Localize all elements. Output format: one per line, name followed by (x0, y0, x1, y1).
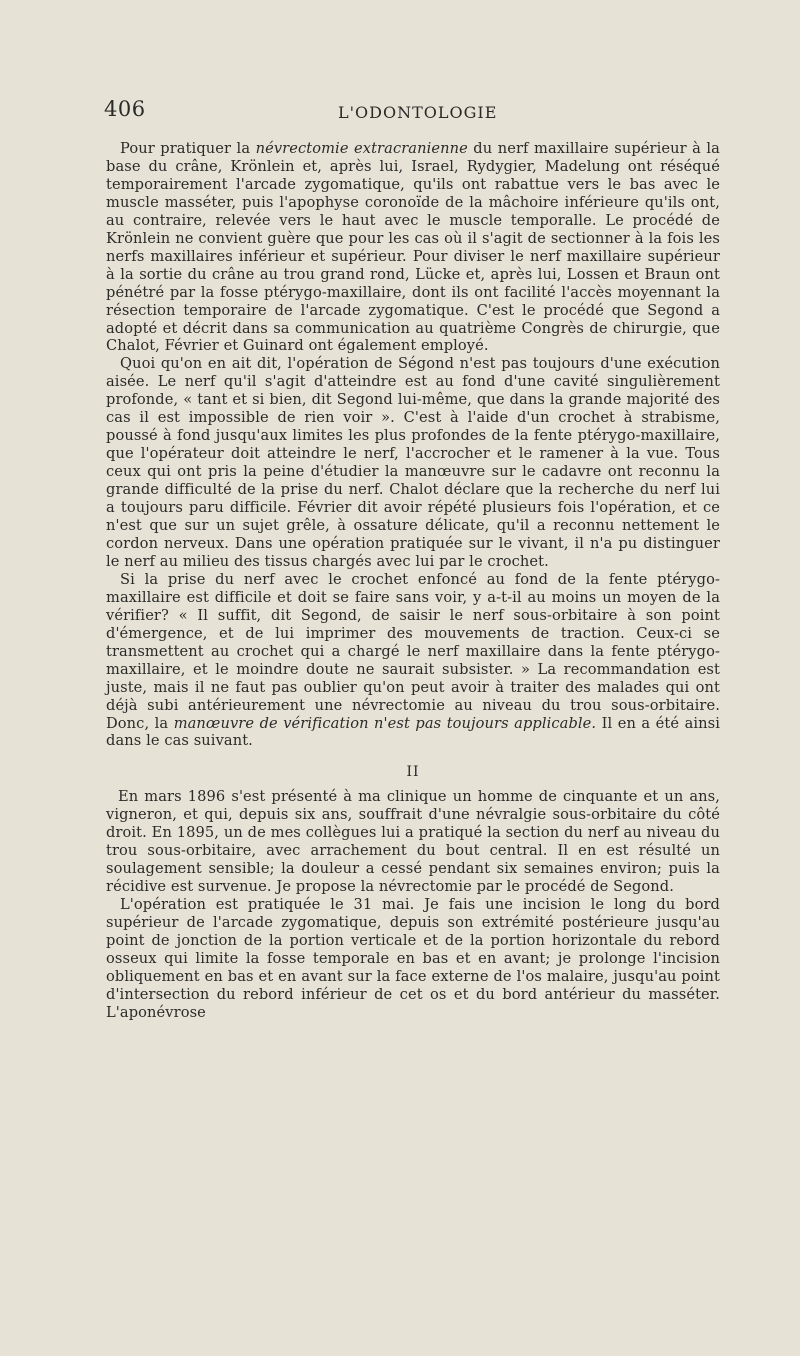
paragraph-5: L'opération est pratiquée le 31 mai. Je fais une incision le long du bord supérieur de l'arcade zygomatique, depuis son extrémité postérieure jusqu'au point de jonction de la portion verticale et de la portion horizontale du rebord osseux qui limite la fosse temporale en bas et en avant; je prolonge l'incision obliquement en bas et en avant sur la face externe de l'os malaire, jusqu'au point d'intersection du rebord inférieur de cet os et du bord antérieur du masséter. L'aponévrose (106, 896, 720, 1021)
italic-phrase: manœuvre de vérification n'est pas toujours applicable. (173, 714, 597, 732)
running-title: L'ODONTOLOGIE (338, 103, 498, 122)
paragraph-1: Pour pratiquer la névrectomie extracranienne du nerf maxillaire supérieur à la base du crâne, Krönlein et, après lui, Israel, Rydygier, Madelung ont réséqué temporairement l'arcade zygomatique, qu'ils ont rabattue vers le bas avec le muscle masséter, puis l'apophyse coronoïde de la mâchoire inférieure qu'ils ont, au contraire, relevée vers le haut avec le muscle temporalle. Le procédé de Krönlein ne convient guère que pour les cas où il s'agit de sectionner à la fois les nerfs maxillaires inférieur et supérieur. Pour diviser le nerf maxillaire supérieur à la sortie du crâne au trou grand rond, Lücke et, après lui, Lossen et Braun ont pénétré par la fosse ptérygo-maxillaire, dont ils ont facilité l'accès moyennant la résection temporaire de l'arcade zygomatique. C'est le procédé que Segond a adopté et décrit dans sa communication au quatrième Congrès de chirurgie, que Chalot, Février et Guinard ont également employé. (106, 140, 720, 355)
paragraph-3: Si la prise du nerf avec le crochet enfoncé au fond de la fente ptérygo-maxillaire est difficile et doit se faire sans voir, y a-t-il au moins un moyen de la vérifier? « Il suffit, dit Segond, de saisir le nerf sous-orbitaire à son point d'émergence, et de lui imprimer des mouvements de traction. Ceux-ci se transmettent au crochet qui a chargé le nerf maxillaire dans la fente ptérygo-maxillaire, et le moindre doute ne saurait subsister. » La recommandation est juste, mais il ne faut pas oublier qu'on peut avoir à traiter des malades qui ont déjà subi antérieurement une névrectomie au niveau du trou sous-orbitaire. Donc, la manœuvre de vérification n'est pas toujours applicable. Il en a été ainsi dans le cas suivant. (106, 570, 720, 750)
paragraph-2: Quoi qu'on en ait dit, l'opération de Ségond n'est pas toujours d'une exécution aisée. Le nerf qu'il s'agit d'atteindre est au fond d'une cavité singulièrement profonde, « tant et si bien, dit Segond lui-même, que dans la grande majorité des cas il est impossible de rien voir ». C'est à l'aide d'un crochet à strabisme, poussé à fond jusqu'aux limites les plus profondes de la fente ptérygo-maxillaire, que l'opérateur doit atteindre le nerf, l'accrocher et le ramener à la vue. Tous ceux qui ont pris la peine d'étudier la manœuvre sur le cadavre ont reconnu la grande difficulté de la prise du nerf. Chalot déclare que la recherche du nerf lui a toujours paru difficile. Février dit avoir répété plusieurs fois l'opération, et ce n'est que sur un sujet grêle, à ossature délicate, qu'il a reconnu nettement le cordon nerveux. Dans une opération pratiquée sur le vivant, il n'a pu distinguer le nerf au milieu des tissus chargés avec lui par le crochet. (106, 355, 720, 570)
section-heading: II (406, 764, 420, 781)
italic-term: névrectomie extracranienne (255, 140, 468, 157)
page-number: 406 (104, 97, 146, 121)
paragraph-4: En mars 1896 s'est présenté à ma clinique un homme de cinquante et un ans, vigneron, et qui, depuis six ans, souffrait d'une névralgie sous-orbitaire du côté droit. En 1895, un de mes collègues lui a pratiqué la section du nerf au niveau du trou sous-orbitaire, avec arrachement du bout central. Il en est résulté un soulagement sensible; la douleur a cessé pendant six semaines environ; puis la récidive est survenue. Je propose la névrectomie par le procédé de Segond. (106, 788, 720, 896)
body-text (106, 140, 720, 1022)
